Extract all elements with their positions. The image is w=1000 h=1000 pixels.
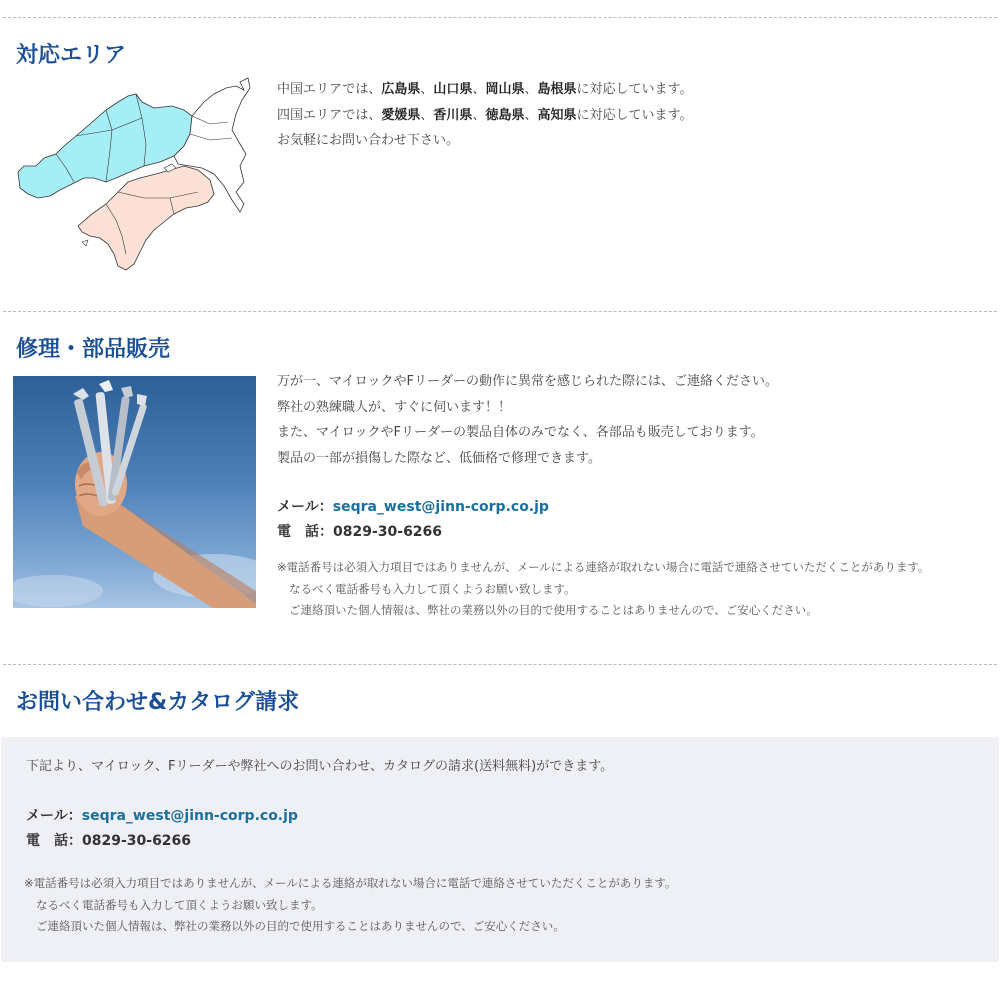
note-line: ※電話番号は必須入力項目ではありませんが、メールによる連絡が取れない場合に電話で連絡させていただくことがあります。 — [277, 560, 930, 574]
separator: 、 — [524, 107, 538, 123]
prefecture-name: 広島県 — [381, 82, 421, 97]
divider-top — [3, 17, 997, 18]
prefecture-name: 愛媛県 — [381, 107, 421, 123]
repair-description — [277, 369, 778, 471]
area-line-chugoku — [277, 77, 692, 103]
repair-notes — [277, 557, 929, 622]
note-line: なるべく電話番号も入力して頂くようお願い致します。 — [289, 581, 576, 596]
note-line: なるべく電話番号も入力して頂くようお願い致します。 — [36, 897, 323, 912]
repair-line: 製品の一部が損傷した際など、低価格で修理できます。 — [277, 450, 601, 466]
prefecture-name: 香川県 — [433, 107, 473, 123]
area-line-prefix: 中国エリアでは、 — [277, 82, 382, 97]
prefecture-name: 徳島県 — [485, 107, 525, 123]
tel-label: 電 話： — [277, 524, 333, 540]
repair-contact — [277, 495, 549, 545]
area-line-prefix: 四国エリアでは、 — [277, 107, 382, 123]
prefecture-name: 山口県 — [433, 82, 473, 97]
contact-intro-line: 下記より、マイロック、Fリーダーや弊社へのお問い合わせ、カタログの請求(送料無料)ができます。 — [26, 759, 614, 774]
divider-contact — [3, 664, 997, 665]
area-line-suffix: に対応しています。 — [576, 107, 693, 123]
mail-label: メール： — [277, 499, 333, 515]
repair-line: 万が一、マイロックやFリーダーの動作に異常を感じられた際には、ご連絡ください。 — [277, 374, 778, 389]
contact-notes — [24, 873, 676, 938]
prefecture-name: 岡山県 — [485, 82, 525, 97]
separator: 、 — [420, 82, 434, 97]
contact-mail-link[interactable]: seqra_west@jinn-corp.co.jp — [81, 808, 298, 824]
repair-mail-row — [277, 495, 549, 520]
tel-number: 0829-30-6266 — [82, 833, 192, 849]
repair-line: 弊社の熟練職人が、すぐに伺います！！ — [277, 399, 512, 415]
prefecture-name: 島根県 — [537, 82, 577, 97]
area-line-shikoku — [277, 103, 692, 129]
contact-section-title: お問い合わせ&カタログ請求 — [16, 690, 300, 715]
area-description — [277, 77, 692, 154]
note-line: ※電話番号は必須入力項目ではありませんが、メールによる連絡が取れない場合に電話で連絡させていただくことがあります。 — [24, 876, 677, 890]
contact-mail-row — [26, 804, 298, 829]
separator: 、 — [472, 107, 486, 123]
contact-tel-row — [26, 829, 298, 854]
divider-repair — [3, 311, 997, 312]
separator: 、 — [472, 82, 486, 97]
repair-mail-link[interactable]: seqra_west@jinn-corp.co.jp — [332, 499, 549, 515]
contact-intro — [26, 754, 613, 780]
prefecture-name: 高知県 — [537, 107, 577, 123]
map-illustration — [14, 74, 252, 274]
area-line-inquiry: お気軽にお問い合わせ下さい。 — [277, 133, 460, 148]
area-line-suffix: に対応しています。 — [576, 82, 693, 97]
repair-line: また、マイロックやFリーダーの製品自体のみでなく、各部品も販売しております。 — [277, 425, 764, 440]
mail-label: メール： — [26, 808, 82, 824]
tel-number: 0829-30-6266 — [333, 524, 443, 540]
map-region-shikoku — [78, 166, 214, 270]
repair-tel-row — [277, 520, 549, 545]
separator: 、 — [524, 82, 538, 97]
area-section-title: 対応エリア — [16, 43, 127, 68]
repair-photo — [13, 376, 256, 608]
separator: 、 — [420, 107, 434, 123]
contact-info — [26, 804, 298, 854]
service-area-map — [14, 74, 252, 274]
hand-with-wrenches-image — [13, 376, 256, 608]
note-line: ご連絡頂いた個人情報は、弊社の業務以外の目的で使用することはありませんので、ご安心ください。 — [289, 603, 818, 617]
note-line: ご連絡頂いた個人情報は、弊社の業務以外の目的で使用することはありませんので、ご安心ください。 — [36, 919, 565, 933]
repair-section-title: 修理・部品販売 — [16, 337, 171, 362]
tel-label: 電 話： — [26, 833, 82, 849]
